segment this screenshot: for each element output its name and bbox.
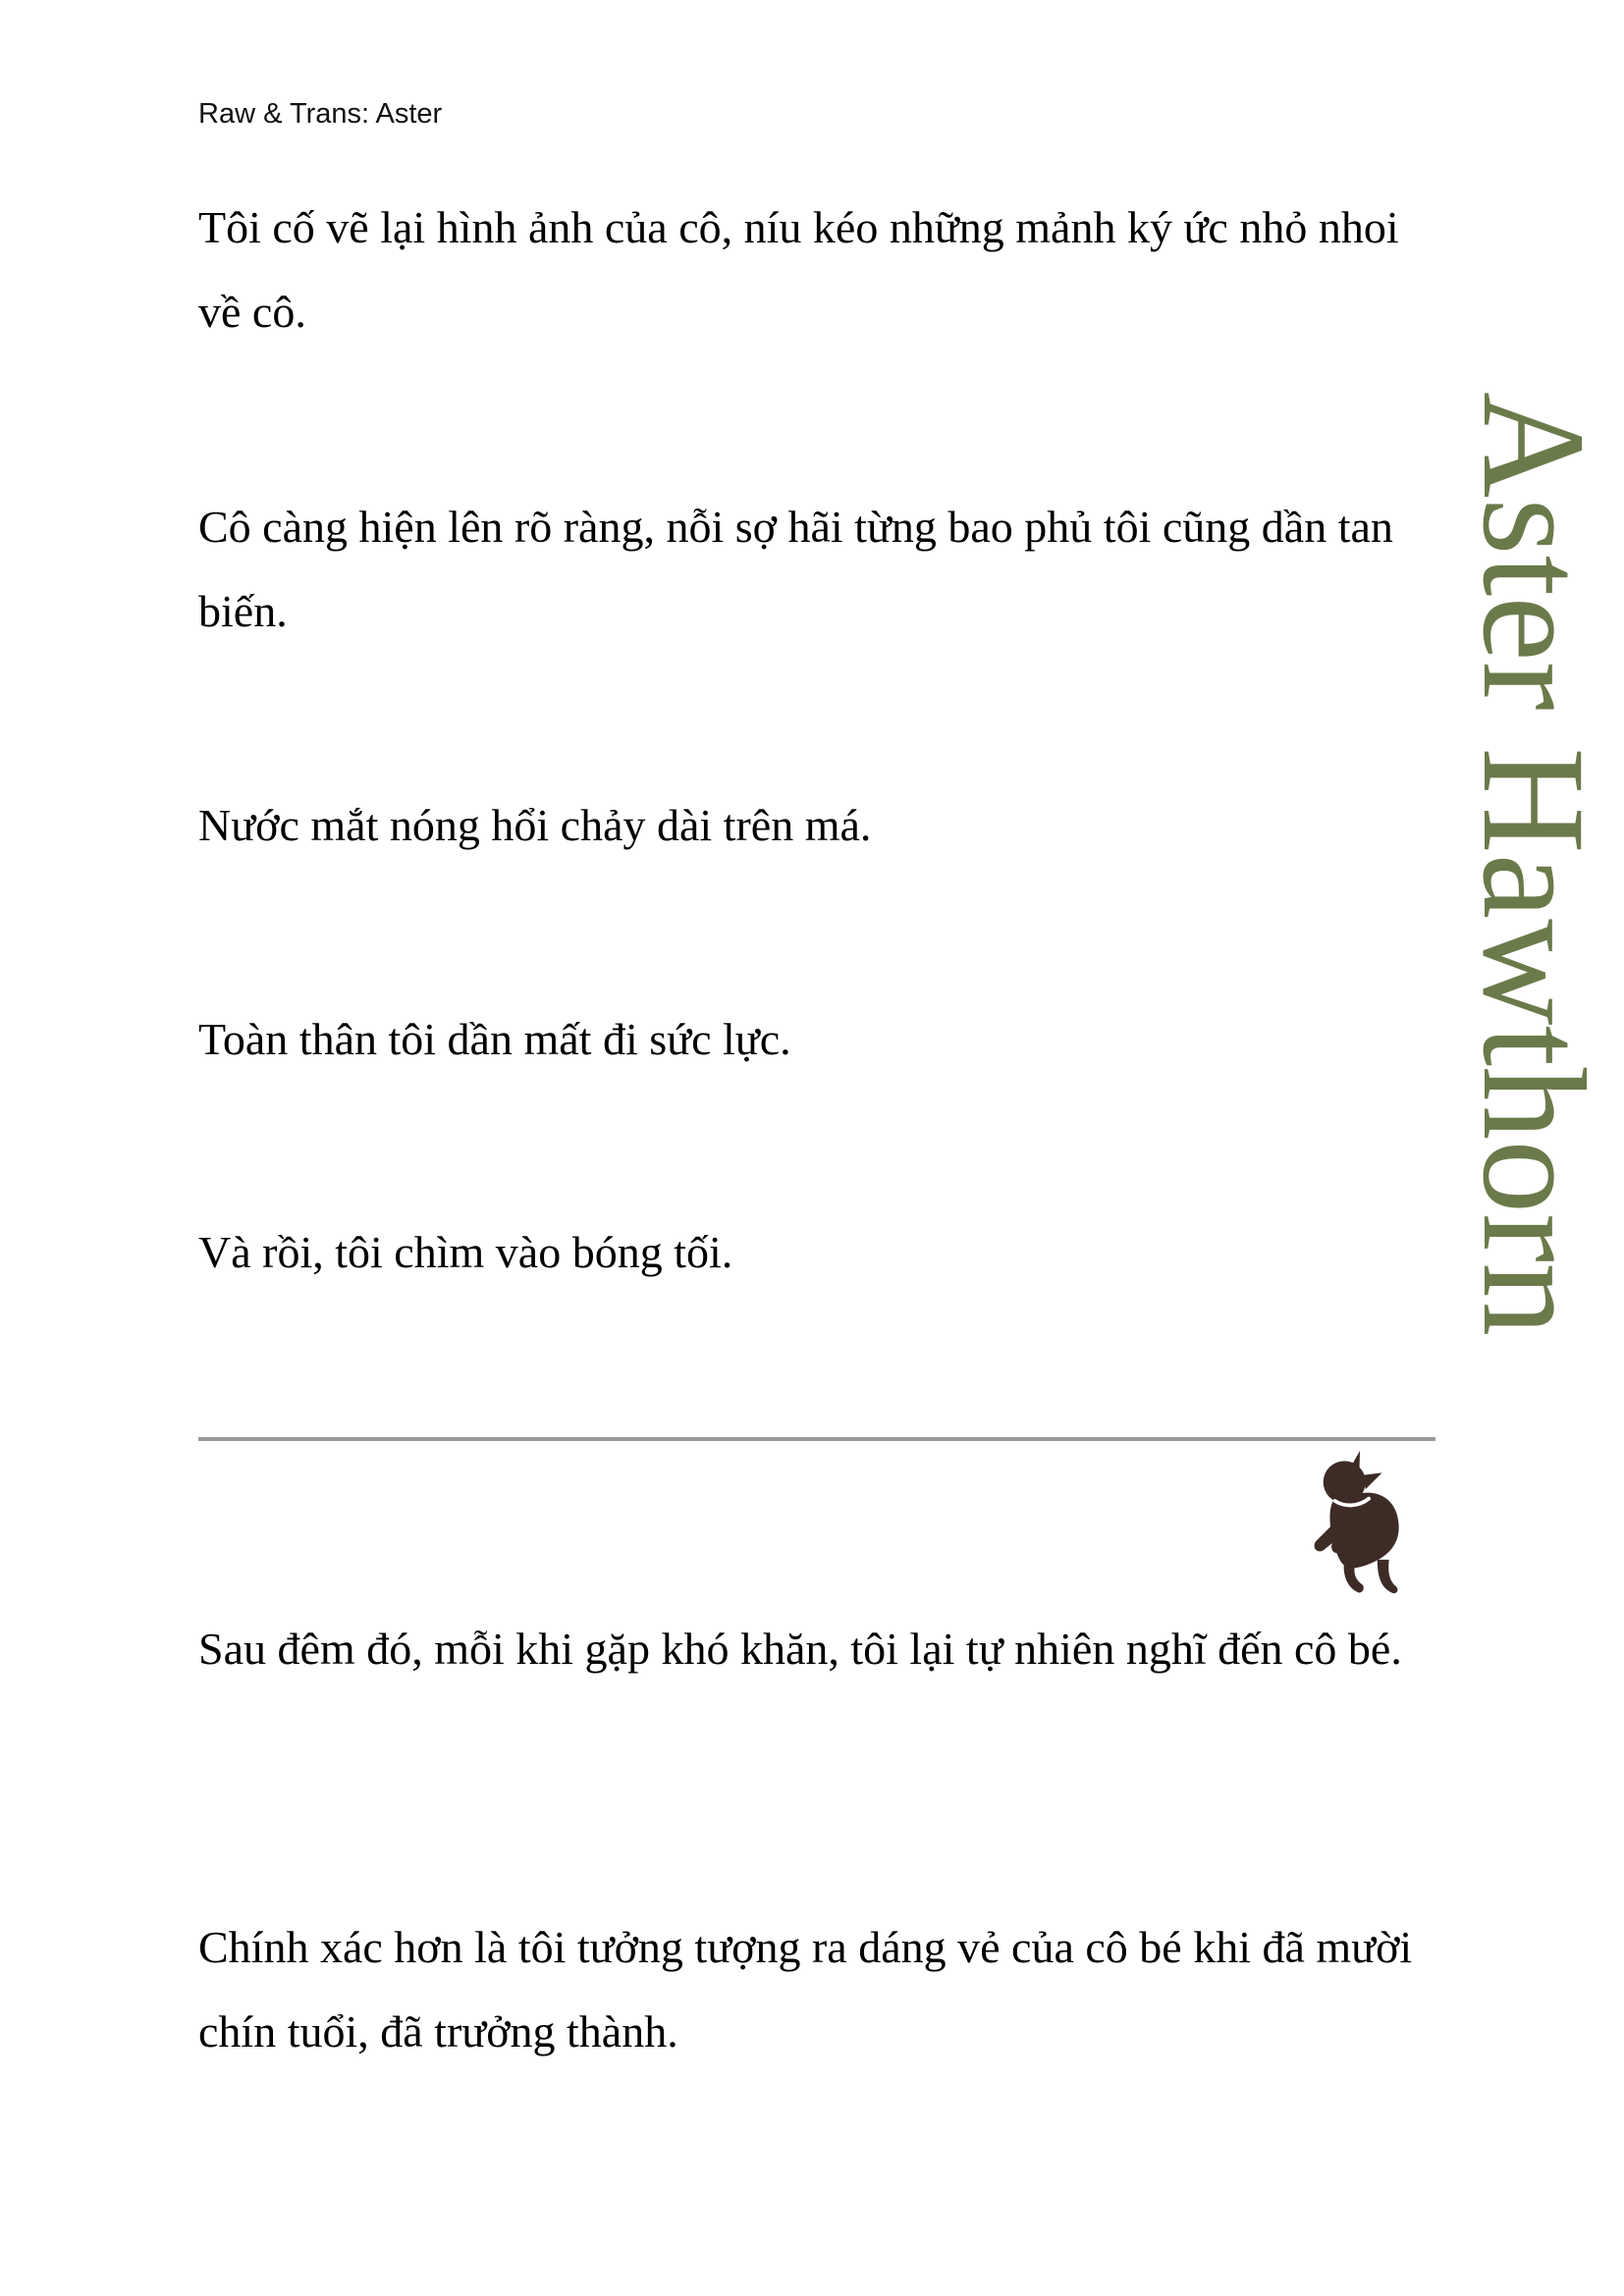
paragraph: Cô càng hiện lên rõ ràng, nỗi sợ hãi từng bao phủ tôi cũng dần tan biến. — [198, 502, 1393, 636]
translator-credit: Raw & Trans: Aster — [198, 98, 443, 130]
paragraph: Toàn thân tôi dần mất đi sức lực. — [198, 1014, 791, 1064]
paragraph: Chính xác hơn là tôi tưởng tượng ra dáng vẻ của cô bé khi đã mười chín tuổi, đã trưởng thành. — [198, 1922, 1413, 2056]
paragraph: Nước mắt nóng hổi chảy dài trên má. — [198, 800, 872, 850]
cat-watermark-icon — [1306, 1447, 1416, 1602]
paragraph: Và rồi, tôi chìm vào bóng tối. — [198, 1227, 733, 1277]
watermark-text: Aster Hawthorn — [1452, 391, 1615, 1337]
paragraph: Sau đêm đó, mỗi khi gặp khó khăn, tôi lại tự nhiên nghĩ đến cô bé. — [198, 1624, 1402, 1674]
section-divider — [198, 1437, 1435, 1441]
paragraph: Tôi cố vẽ lại hình ảnh của cô, níu kéo những mảnh ký ức nhỏ nhoi về cô. — [198, 202, 1399, 337]
